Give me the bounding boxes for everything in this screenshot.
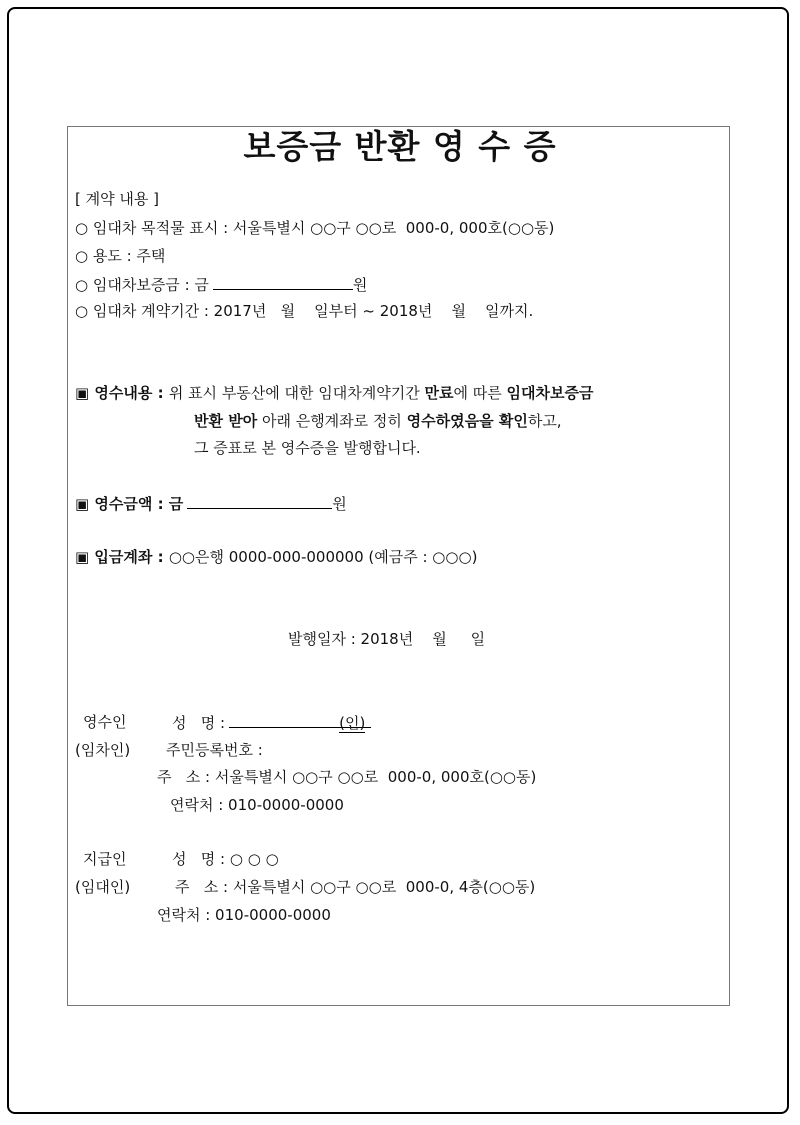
payer-role: 지급인 — [83, 850, 127, 868]
deposit-unit: 원 — [352, 276, 368, 294]
payer-role-sub: (임대인) — [75, 878, 131, 896]
receiver-role: 영수인 — [83, 713, 127, 731]
receipt-text: 위 표시 부동산에 대한 임대차계약기간 — [168, 384, 425, 402]
receipt-text-bold: 반환 받아 — [194, 412, 258, 430]
document-title: 보증금 반환 영 수 증 — [243, 127, 557, 166]
receiver-role-sub: (임차인) — [75, 741, 131, 759]
receipt-line-3: 그 증표로 본 영수증을 발행합니다. — [194, 439, 421, 457]
receipt-line-2 — [194, 412, 562, 430]
account-label: ▣ 입금계좌 : — [75, 548, 169, 566]
receiver-id-label: 주민등록번호 : — [166, 741, 263, 759]
period-line: ○ 임대차 계약기간 : 2017년 월 일부터 ~ 2018년 월 일까지. — [75, 302, 534, 320]
payer-name: 성 명 : ○ ○ ○ — [172, 850, 279, 868]
amount-blank — [187, 494, 332, 509]
account-value: ○○은행 0000-000-000000 (예금주 : ○○○) — [168, 548, 478, 566]
property-line: ○ 임대차 목적물 표시 : 서울특별시 ○○구 ○○로 000-0, 000호(○○동) — [75, 219, 555, 237]
receiver-name-line — [172, 713, 397, 732]
contract-header: [ 계약 내용 ] — [75, 190, 159, 208]
amount-line — [75, 494, 347, 513]
receipt-text: 에 따른 — [453, 384, 507, 402]
amount-unit: 원 — [332, 495, 347, 513]
receipt-text-bold: 영수하였음을 확인 — [406, 412, 528, 430]
receipt-text-bold: 만료 — [424, 384, 454, 402]
receipt-line-1 — [75, 384, 593, 402]
deposit-line — [75, 275, 367, 294]
issue-date: 발행일자 : 2018년 월 일 — [288, 630, 486, 648]
deposit-label: ○ 임대차보증금 : 금 — [75, 276, 209, 294]
usage-line: ○ 용도 : 주택 — [75, 247, 166, 265]
deposit-blank — [213, 275, 353, 290]
receipt-label: ▣ 영수내용 : — [75, 384, 169, 402]
receiver-contact: 연락처 : 010-0000-0000 — [170, 796, 344, 814]
payer-contact: 연락처 : 010-0000-0000 — [157, 906, 331, 924]
seal-mark: (인) — [339, 714, 366, 732]
receipt-text: 아래 은행계좌로 정히 — [257, 412, 407, 430]
payer-address: 주 소 : 서울특별시 ○○구 ○○로 000-0, 4층(○○동) — [175, 878, 536, 896]
account-line — [75, 548, 477, 566]
receipt-text: 하고, — [527, 412, 562, 430]
receipt-text-bold: 임대차보증금 — [506, 384, 594, 402]
receiver-name-label: 성 명 : — [172, 714, 226, 732]
document-frame — [67, 126, 730, 1006]
amount-label: ▣ 영수금액 : 금 — [75, 495, 184, 513]
receiver-address: 주 소 : 서울특별시 ○○구 ○○로 000-0, 000호(○○동) — [157, 768, 537, 786]
